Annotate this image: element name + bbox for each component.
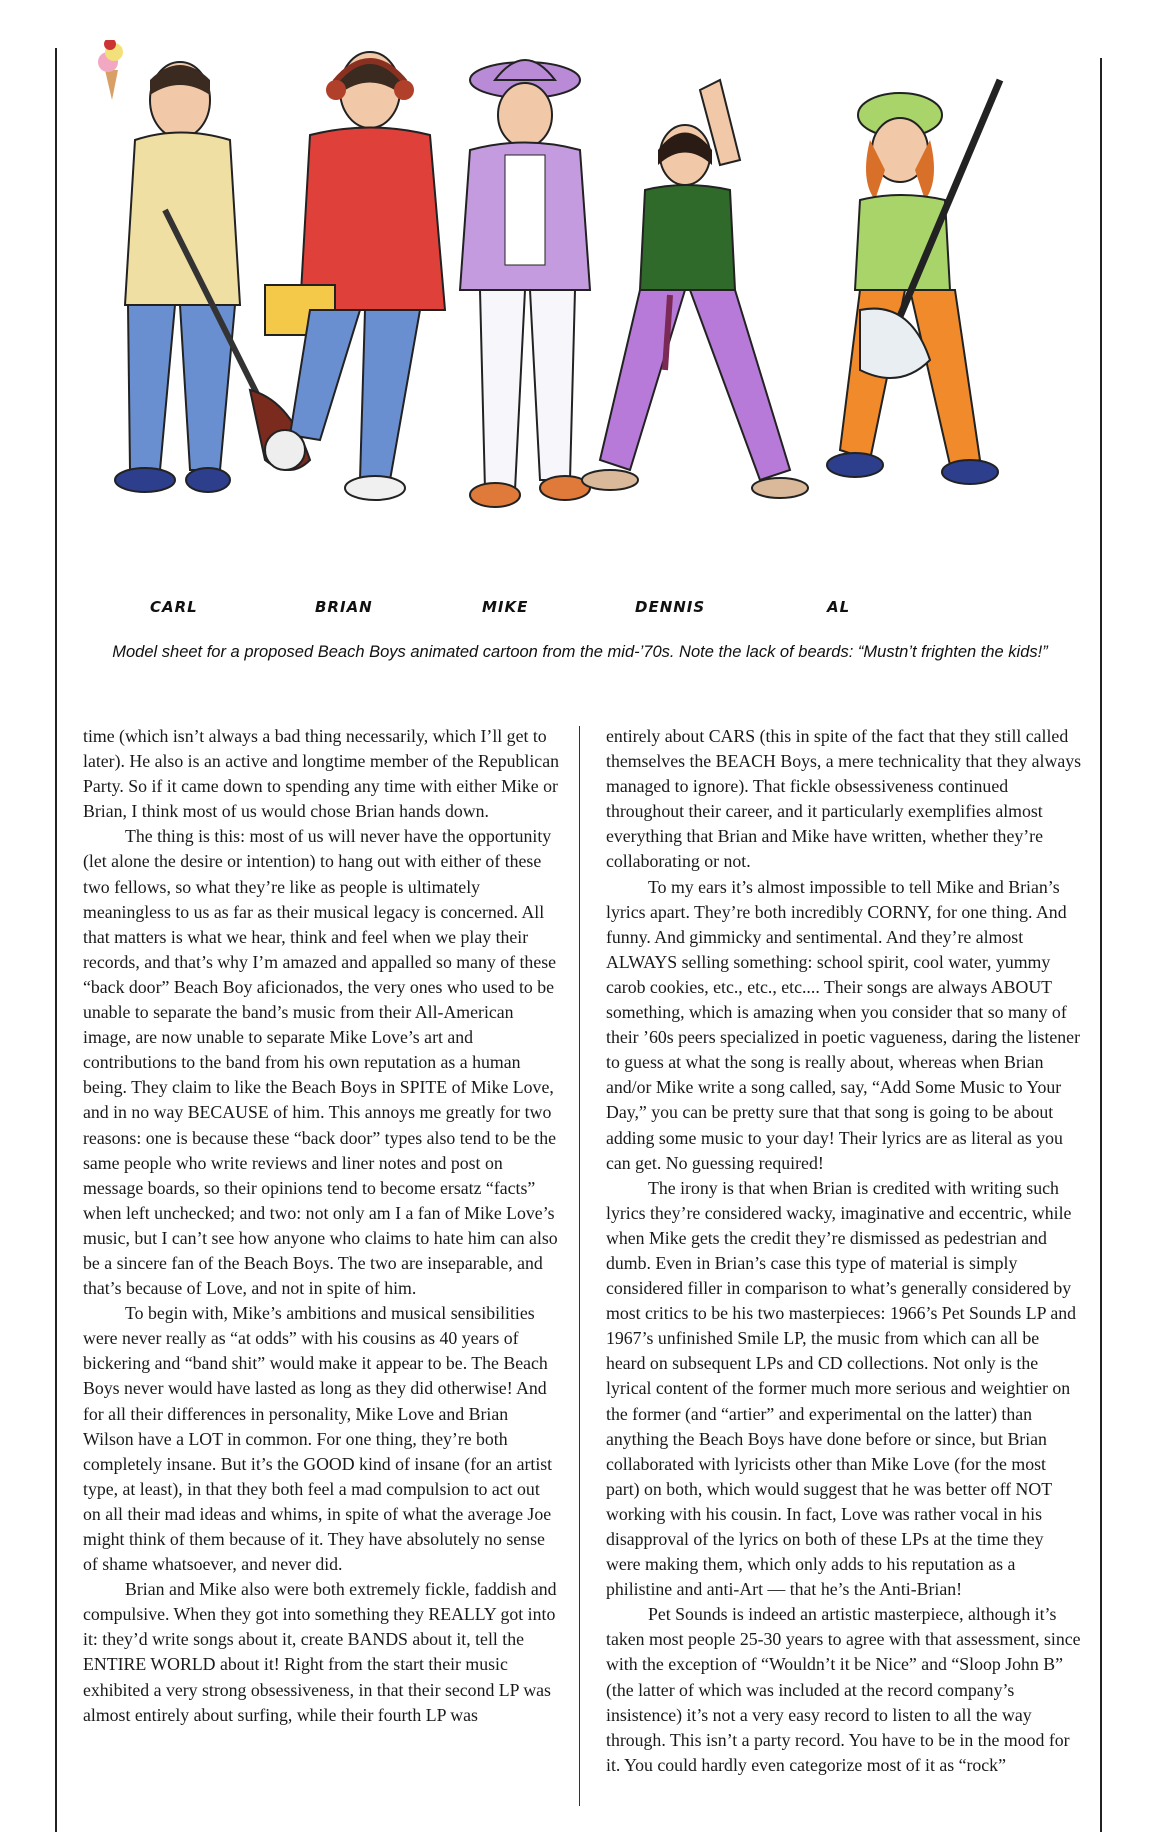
paragraph: The irony is that when Brian is credited with writing such lyrics they’re considered wacky, imaginative and eccentric, while when Mike gets the credit they’re dismissed as pedestrian and dumb. Even in Brian’s case this type of material is simply considered filler in comparison to what’s generally considered by most critics to be his two masterpieces: 1966’s Pet Sounds LP and 1967’s unfinished Smile LP, the music from which can all be heard on subsequent LPs and CD collections. Not only is the lyrical content of the former much more serious and weightier on the former (and “artier” and experimental on the latter) than anything the Beach Boys have done before or since, but Brian collaborated with lyricists other than Mike Love (for the most part) on both, which would suggest that he was better off NOT working with his cousin. In fact, Love was rather vocal in his disapproval of the lyrics on both of these LPs at the time they were making them, which only adds to his reputation as a philistine and anti-Art — that he’s the Anti-Brian! [606,1177,1077,1600]
figure-caption: Model sheet for a proposed Beach Boys animated cartoon from the mid-’70s. Note the lack of beards: “Mustn’t frighten the kids!” [112,643,1048,661]
paragraph: The thing is this: most of us will never have the opportunity (let alone the desire or intention) to hang out with either of these two fellows, so what they’re like as people is ultimately meaningless to us as far as their musical legacy is concerned. All that matters is what we hear, think and feel when we play their records, and that’s why I’m amazed and appalled so many of these “back door” Beach Boy aficionados, the very ones who used to be unable to separate the band’s music from their All-American image, are now unable to separate Mike Love’s art and contributions to the band from his own reputation as a human being. They claim to like the Beach Boys in SPITE of Mike Love, and in no way BECAUSE of him. This annoys me greatly for two reasons: one is because these “back door” types also tend to be the same people who write reviews and liner notes and post on message boards, so their opinions tend to become ersatz “facts” when left unchecked; and two: not only am I a fan of Mike Love’s music, but I can’t see how anyone who claims to hate him can also be a sincere fan of the Beach Boys. The two are inseparable, and that’s because of Love, and not in spite of him. [83,826,558,1299]
figure-brian [265,52,445,500]
right-column [606,724,1082,1778]
name-label-carl: CARL [150,598,198,616]
figure-mike [460,60,590,507]
paragraph: time (which isn’t always a bad thing necessarily, which I’ll get to later). He also is an active and longtime member of the Republican Party. So if it came down to spending any time with either Mike or Brian, I think most of us would chose Brian hands down. [83,726,559,822]
paragraph: To my ears it’s almost impossible to tell Mike and Brian’s lyrics apart. They’re both incredibly CORNY, for one thing. And funny. And gimmicky and sentimental. And they’re almost ALWAYS selling something: school spirit, cool water, yummy carob cookies, etc., etc., etc.... Their songs are always ABOUT something, which is amazing when you consider that so many of their ’60s peers specialized in poetic vagueness, daring the listener to guess at what the song is really about, whereas when Brian and/or Mike write a song called, say, “Add Some Music to Your Day,” you can be pretty sure that that song is going to be about adding some music to your day! Their lyrics are as literal as you can get. No guessing required! [606,876,1080,1173]
paragraph: Brian and Mike also were both extremely fickle, faddish and compulsive. When they got into something they REALLY got into it: they’d write songs about it, create BANDS about it, tell the ENTIRE WORLD about it! Right from the start their music exhibited a very strong obsessiveness, in that their second LP was almost entirely about surfing, while their fourth LP was [83,1579,557,1725]
page-border-right [1100,58,1102,1832]
paragraph: Pet Sounds is indeed an artistic masterpiece, although it’s taken most people 25-30 years to agree with that assessment, since with the exception of “Wouldn’t it be Nice” and “Sloop John B” (the latter of which was included at the record company’s insistence) it’s not a very easy record to listen to all the way through. This isn’t a party record. You have to be in the mood for it. You could hardly even categorize most of it as “rock” [606,1604,1081,1775]
column-divider [579,726,580,1806]
band-model-sheet-illustration [70,40,1090,595]
character-name-labels [70,598,1090,632]
figure-al [827,80,1000,484]
name-label-al: AL [827,598,851,616]
figure-dennis [582,80,808,498]
name-label-mike: MIKE [482,598,529,616]
paragraph: entirely about CARS (this in spite of the fact that they still called themselves the BEACH Boys, a mere technicality that they always managed to ignore). That fickle obsessiveness continued throughout their career, and it particularly exemplifies almost everything that Brian and Mike have written, whether they’re collaborating or not. [606,726,1082,872]
paragraph: To begin with, Mike’s ambitions and musical sensibilities were never really as “at odds” with his cousins as 40 years of bickering and “band shit” would make it appear to be. The Beach Boys never would have lasted as long as they did otherwise! And for all their differences in personality, Mike Love and Brian Wilson have a LOT in common. For one thing, they’re both completely insane. But it’s the GOOD kind of insane (for an artist type, at least), in that they both feel a mad compulsion to act out on all their mad ideas and whims, in spite of what the average Joe might think of them because of it. They have absolutely no sense of shame whatsoever, and never did. [83,1303,553,1575]
page-border-left [55,48,57,1832]
figure-carl [98,40,310,492]
name-label-dennis: DENNIS [635,598,706,616]
name-label-brian: BRIAN [315,598,373,616]
left-column [83,724,559,1728]
